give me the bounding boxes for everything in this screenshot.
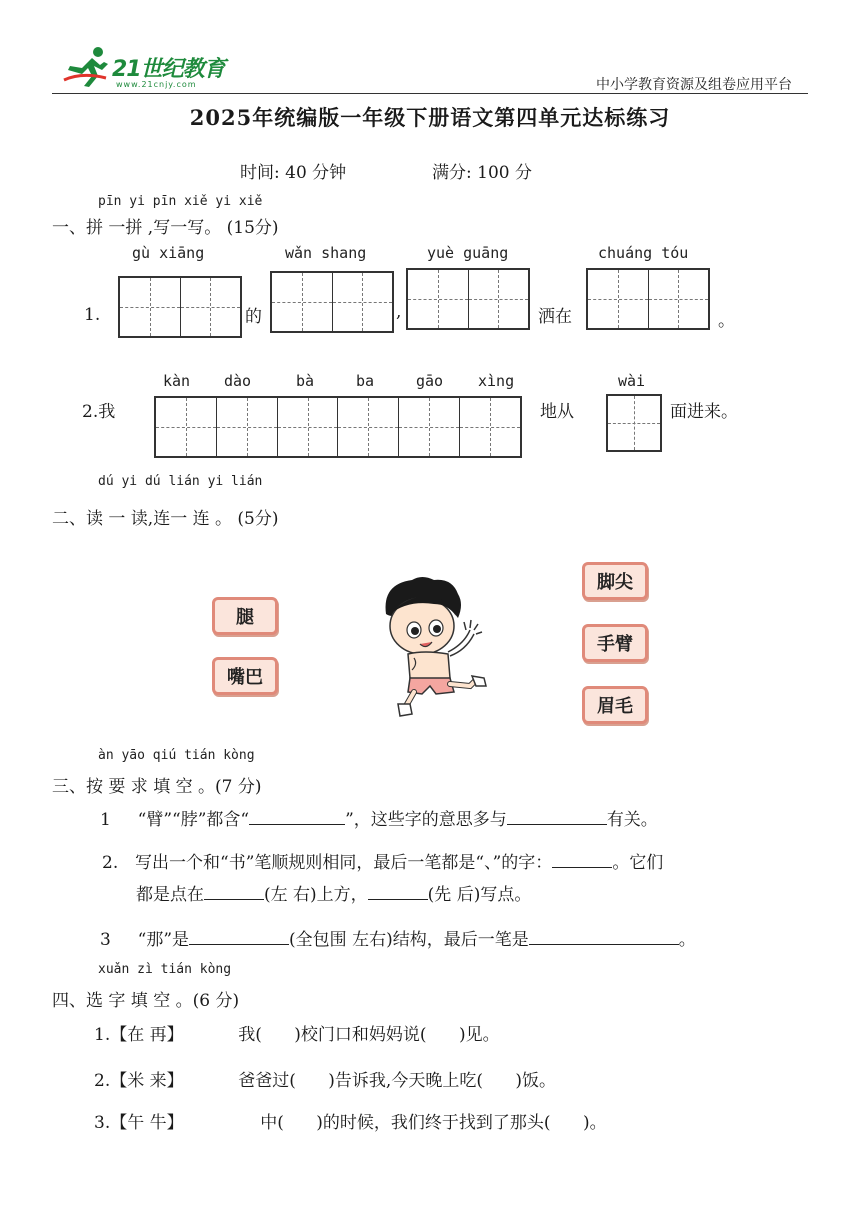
word-card-mouth[interactable]: 嘴巴 — [212, 657, 278, 695]
s3-q2-line1 — [102, 848, 663, 873]
s3-q3-text-a: “那”是 — [137, 930, 190, 950]
q1-pinyin-3: yuè guāng — [427, 244, 509, 262]
logo-text: 21世纪教育 — [112, 57, 225, 82]
q1-connector-1: 的 — [245, 307, 262, 327]
q2-number: 2.我 — [82, 402, 116, 422]
q1-writing-grid-3[interactable] — [406, 268, 530, 330]
s3-q3-text-b: (全包围 左右)结构，最后一笔是 — [289, 930, 529, 950]
s3-q1 — [100, 805, 658, 830]
section2-heading: 二、读 一 读,连一 连 。 (5分) — [52, 509, 279, 529]
word-card-eyebrow[interactable]: 眉毛 — [582, 686, 648, 724]
s4-item-3-choice: 【午 牛】 — [110, 1113, 184, 1133]
page-title: 2025年统编版一年级下册语文第四单元达标练习 — [189, 105, 671, 130]
q1-pinyin-2: wǎn shang — [285, 244, 367, 262]
s3-q1-text-c: 有关。 — [606, 810, 658, 830]
s3-q2-text-e: (先 后)写点。 — [427, 885, 532, 905]
s4-item-1-text[interactable]: 我( )校门口和妈妈说( )见。 — [238, 1025, 500, 1045]
q2-mid-text: 地从 — [540, 402, 574, 422]
word-card-leg[interactable]: 腿 — [212, 597, 278, 635]
s3-q2-number: 2. — [102, 853, 119, 873]
s3-q1-text-b: ”，这些字的意思多与 — [345, 810, 507, 830]
s4-item-1 — [94, 1020, 500, 1045]
section2-pinyin: dú yi dú lián yi lián — [98, 474, 263, 489]
s4-item-2-number: 2. — [94, 1071, 111, 1091]
s3-q2-text-a: 写出一个和“书”笔顺规则相同，最后一笔都是“、”的字： — [135, 853, 553, 873]
runner-logo-icon — [62, 46, 112, 88]
q1-pinyin-4: chuáng tóu — [598, 244, 689, 262]
s3-q2-text-c: 都是点在 — [136, 885, 204, 905]
s3-q2-blank-1[interactable] — [552, 867, 612, 868]
platform-name: 中小学教育资源及组卷应用平台 — [596, 77, 792, 93]
q1-number: 1. — [84, 305, 101, 325]
s3-q2-text-b: 。它们 — [612, 853, 664, 873]
s3-q3-blank-2[interactable] — [529, 944, 679, 945]
q1-writing-grid-2[interactable] — [270, 271, 394, 333]
q1-writing-grid-4[interactable] — [586, 268, 710, 330]
section3-heading: 三、按 要 求 填 空 。(7 分) — [52, 777, 262, 797]
q2-pinyin-1: kàn — [163, 372, 191, 390]
cartoon-boy-illustration — [378, 574, 490, 722]
section4-pinyin: xuǎn zì tián kòng — [98, 962, 232, 977]
q2-pinyin-4: ba — [356, 372, 375, 390]
s4-item-2-choice: 【米 来】 — [110, 1071, 184, 1091]
q2-pinyin-wai: wài — [618, 372, 646, 390]
time-limit: 时间: 40 分钟 — [240, 163, 347, 183]
s3-q3-blank-1[interactable] — [189, 944, 289, 945]
s3-q2-blank-2[interactable] — [204, 899, 264, 900]
s4-item-2 — [94, 1066, 556, 1091]
s3-q3-text-c: 。 — [678, 930, 696, 950]
q2-writing-grid-wai[interactable] — [606, 394, 662, 452]
s3-q2-line2 — [136, 880, 531, 905]
s4-item-1-number: 1. — [94, 1025, 111, 1045]
full-score: 满分: 100 分 — [432, 163, 532, 183]
q2-pinyin-5: gāo — [416, 372, 444, 390]
q1-connector-3: 洒在 — [538, 307, 572, 327]
s3-q1-blank-1[interactable] — [249, 824, 345, 825]
s3-q2-blank-3[interactable] — [368, 899, 428, 900]
q1-connector-4: 。 — [718, 311, 735, 331]
q2-pinyin-3: bà — [296, 372, 315, 390]
s3-q1-text-a: “臂”“脖”都含“ — [137, 810, 250, 830]
q2-pinyin-2: dào — [224, 372, 252, 390]
q1-connector-2: , — [396, 302, 402, 322]
s4-item-1-choice: 【在 再】 — [110, 1025, 184, 1045]
q2-pinyin-6: xìng — [478, 372, 515, 390]
q1-writing-grid-1[interactable] — [118, 276, 242, 338]
section1-pinyin: pīn yi pīn xiě yi xiě — [98, 194, 263, 209]
word-card-arm[interactable]: 手臂 — [582, 624, 648, 662]
s4-item-3-number: 3. — [94, 1113, 111, 1133]
logo-url: www.21cnjy.com — [116, 80, 197, 89]
q1-pinyin-1: gù xiāng — [132, 244, 205, 262]
section3-pinyin: àn yāo qiú tián kòng — [98, 748, 255, 763]
s4-item-3-text[interactable]: 中( )的时候，我们终于找到了那头( )。 — [260, 1113, 607, 1133]
s3-q3 — [100, 925, 696, 950]
logo — [62, 44, 232, 92]
s3-q1-blank-2[interactable] — [507, 824, 607, 825]
s4-item-2-text[interactable]: 爸爸过( )告诉我,今天晚上吃( )饭。 — [238, 1071, 557, 1091]
header-divider — [52, 93, 808, 94]
q2-writing-grid[interactable] — [154, 396, 522, 458]
q2-end-text: 面进来。 — [670, 402, 738, 422]
s3-q2-text-d: (左 右)上方， — [264, 885, 368, 905]
s3-q1-number: 1 — [100, 810, 111, 830]
word-card-tiptoe[interactable]: 脚尖 — [582, 562, 648, 600]
section1-heading: 一、拼 一拼 ,写一写。 (15分) — [52, 218, 279, 238]
section4-heading: 四、选 字 填 空 。(6 分) — [52, 991, 240, 1011]
s3-q3-number: 3 — [100, 930, 111, 950]
s4-item-3 — [94, 1108, 607, 1133]
